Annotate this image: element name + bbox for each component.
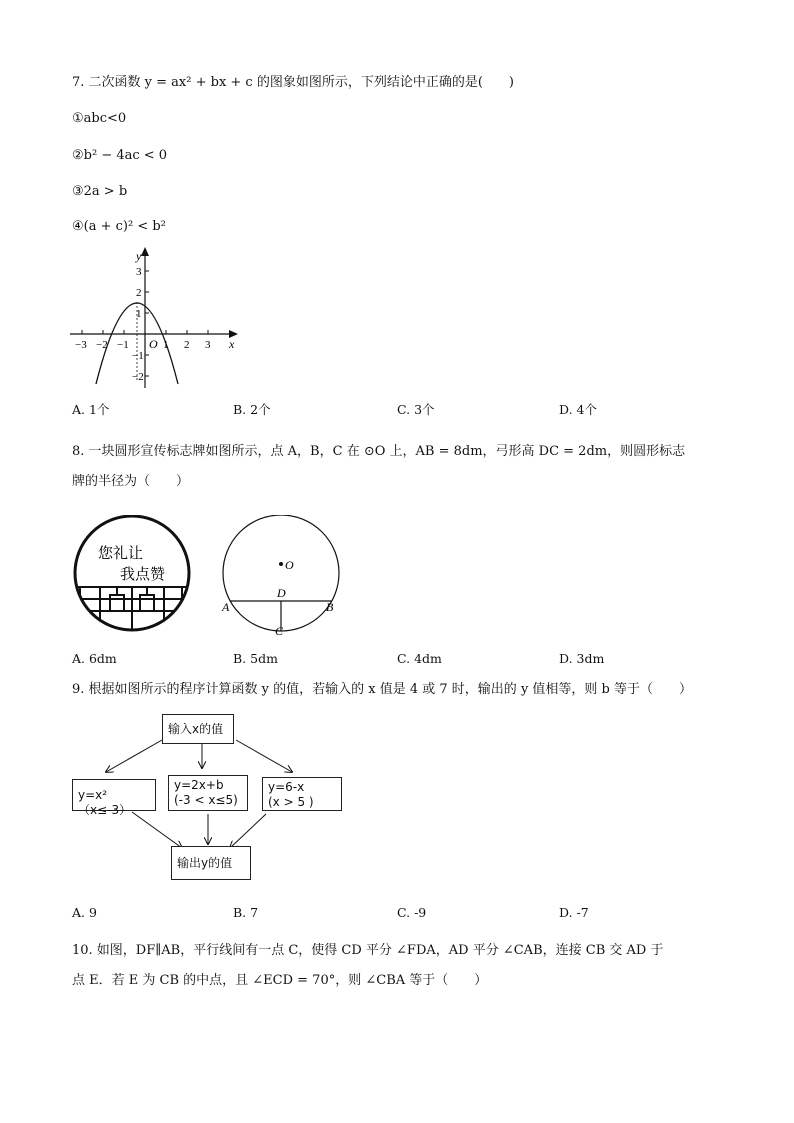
q8-option-d: D. 3dm <box>559 651 605 666</box>
sign-text-line1: 您礼让 <box>98 546 144 562</box>
x-tick-1: 1 <box>163 339 169 351</box>
q7-option-a: A. 1个 <box>72 402 110 417</box>
x-tick-neg3: −3 <box>75 339 87 351</box>
label-a: A <box>222 600 230 614</box>
flow-right-box <box>262 777 342 811</box>
q9-option-d: D. -7 <box>559 905 589 920</box>
flow-output-box: 输出y的值 <box>171 846 251 880</box>
x-axis-label: x <box>229 337 235 351</box>
x-tick-neg1: −1 <box>117 339 129 351</box>
flow-input-box: 输入x的值 <box>162 714 234 744</box>
q8-geometry-diagram <box>220 515 350 639</box>
q8-stem-line1: 8. 一块圆形宣传标志牌如图所示，点 A，B，C 在 ⊙O 上，AB = 8dm，弓形高 DC = 2dm，则圆形标志 <box>72 444 686 459</box>
q9-option-b: B. 7 <box>233 905 259 920</box>
q9-stem: 9. 根据如图所示的程序计算函数 y 的值，若输入的 x 值是 4 或 7 时，输出的 y 值相等，则 b 等于（ ） <box>72 682 693 697</box>
x-tick-neg2: −2 <box>96 339 108 351</box>
sign-text-line2: 我点赞 <box>120 567 166 583</box>
q7-item-2: ②b² − 4ac < 0 <box>72 148 168 163</box>
center-point <box>279 562 283 566</box>
q8-option-b: B. 5dm <box>233 651 278 666</box>
y-axis-label: y <box>136 249 142 263</box>
flow-right-line2: (x > 5 ) <box>268 795 314 809</box>
q8-option-a: A. 6dm <box>72 651 117 666</box>
q10-stem-line2: 点 E．若 E 为 CB 的中点，且 ∠ECD = 70°，则 ∠CBA 等于（ ） <box>72 973 488 988</box>
origin-label: O <box>149 337 158 351</box>
q8-option-c: C. 4dm <box>397 651 442 666</box>
label-c: C <box>275 624 284 638</box>
q7-item-4: ④(a + c)² < b² <box>72 219 166 234</box>
label-d: D <box>277 586 286 600</box>
y-tick-neg2: −2 <box>132 371 144 383</box>
y-tick-2: 2 <box>136 287 142 299</box>
flow-middle-box <box>168 775 248 811</box>
q7-option-b: B. 2个 <box>233 402 271 417</box>
flow-middle-line2: (-3 < x≤5) <box>174 793 238 807</box>
q7-option-c: C. 3个 <box>397 402 435 417</box>
q7-parabola-graph <box>66 244 256 390</box>
x-tick-3: 3 <box>205 339 211 351</box>
q7-item-3: ③2a > b <box>72 184 128 199</box>
label-o: O <box>285 558 294 572</box>
y-tick-neg1: −1 <box>132 350 144 362</box>
q9-option-c: C. -9 <box>397 905 427 920</box>
flow-right-line1: y=6-x <box>268 780 305 794</box>
y-tick-3: 3 <box>136 266 142 278</box>
y-tick-1: 1 <box>136 308 142 320</box>
q9-option-a: A. 9 <box>72 905 97 920</box>
q8-sign-illustration <box>70 515 198 633</box>
y-axis-arrow <box>141 247 149 256</box>
q7-option-d: D. 4个 <box>559 402 597 417</box>
q7-item-1: ①abc<0 <box>72 111 127 126</box>
q10-stem-line1: 10. 如图，DF∥AB，平行线间有一点 C，使得 CD 平分 ∠FDA，AD 平分 ∠CAB，连接 CB 交 AD 于 <box>72 943 664 958</box>
flow-middle-line1: y=2x+b <box>174 778 224 792</box>
q8-stem-line2: 牌的半径为（ ） <box>72 474 190 489</box>
flow-left-box: y=x²（x≤-3） <box>72 779 156 811</box>
label-b: B <box>326 600 334 614</box>
x-tick-2: 2 <box>184 339 190 351</box>
q7-stem: 7. 二次函数 y = ax² + bx + c 的图象如图所示，下列结论中正确的是( ) <box>72 75 514 90</box>
